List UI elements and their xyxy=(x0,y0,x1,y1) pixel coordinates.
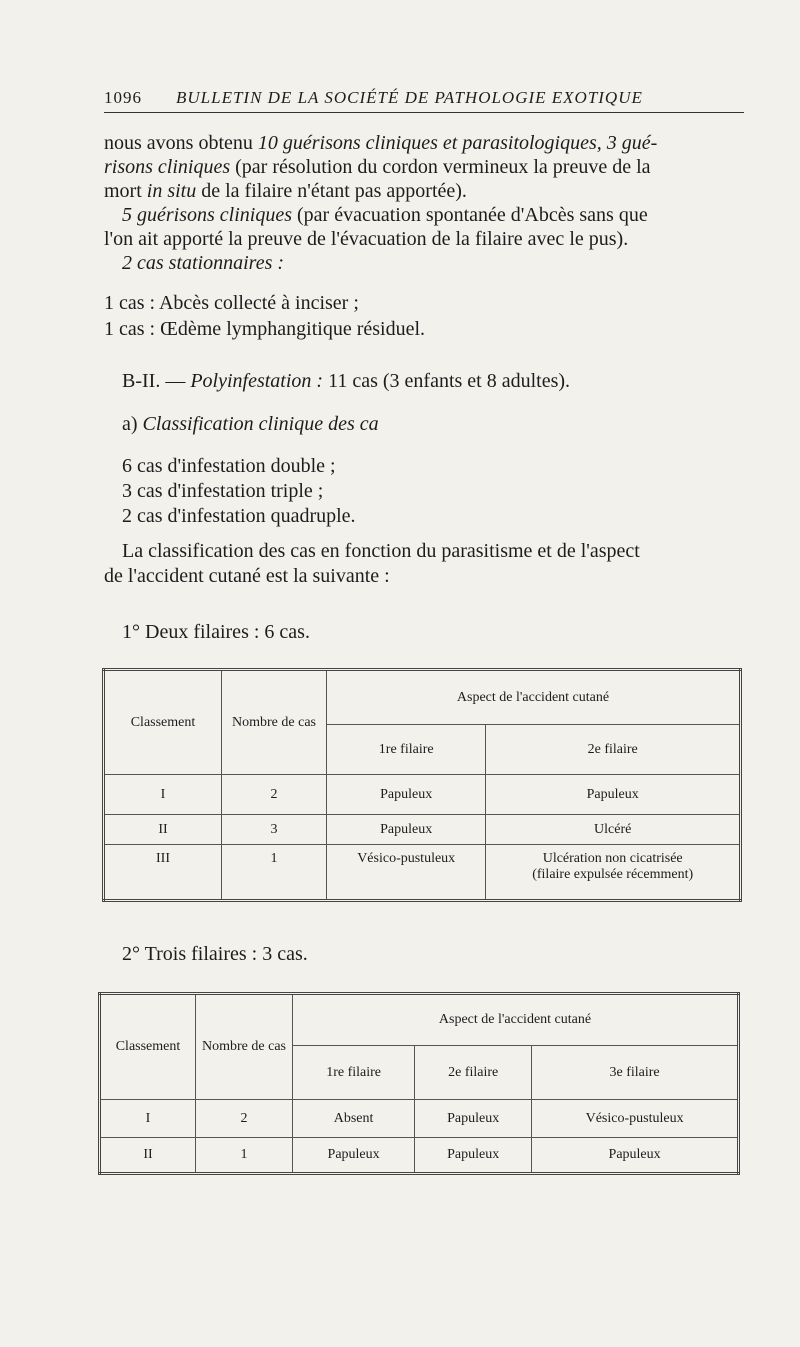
cell: Papuleux xyxy=(327,815,486,845)
text: B-II. — xyxy=(122,370,191,392)
list-item: 3 cas d'infestation triple ; xyxy=(122,480,324,502)
case-line: 1 cas : Œdème lymphangitique résiduel. xyxy=(104,318,426,340)
paragraph-line: La classification des cas en fonction du parasitisme et de l'aspect xyxy=(122,540,640,562)
journal-title: BULLETIN DE LA SOCIÉTÉ DE PATHOLOGIE EXOTIQUE xyxy=(176,88,643,107)
cell: 2 xyxy=(222,775,327,815)
cell: Papuleux xyxy=(327,775,486,815)
running-header xyxy=(104,88,744,113)
table1-caption: 1° Deux filaires : 6 cas. xyxy=(122,621,310,643)
header-classement: Classement xyxy=(104,670,222,775)
header-filaire-2: 2e filaire xyxy=(486,725,741,775)
table-trois-filaires xyxy=(98,992,740,1175)
intro-paragraph xyxy=(104,131,752,275)
cell: 1 xyxy=(196,1138,293,1174)
cell: Papuleux xyxy=(486,775,741,815)
cell: III xyxy=(104,845,222,901)
header-aspect: Aspect de l'accident cutané xyxy=(327,670,741,725)
text: 11 cas (3 enfants et 8 adultes). xyxy=(323,370,571,392)
text-italic: in situ xyxy=(146,180,197,202)
cell: Papuleux xyxy=(415,1100,532,1138)
cell: I xyxy=(104,775,222,815)
case-line: 1 cas : Abcès collecté à inciser ; xyxy=(104,292,359,314)
table-row xyxy=(104,845,741,901)
text: de la filaire n'étant pas apportée). xyxy=(196,180,467,202)
cell: Absent xyxy=(293,1100,415,1138)
cell: Vésico-pustuleux xyxy=(327,845,486,901)
header-nombre: Nombre de cas xyxy=(222,670,327,775)
header-aspect: Aspect de l'accident cutané xyxy=(293,994,739,1046)
text-italic: risons cliniques xyxy=(104,156,231,178)
text: mort xyxy=(104,180,147,202)
header-nombre: Nombre de cas xyxy=(196,994,293,1100)
cell: 1 xyxy=(222,845,327,901)
cell: Ulcéré xyxy=(486,815,741,845)
text: (par évacuation spontanée d'Abcès sans que xyxy=(292,204,648,226)
cell: II xyxy=(104,815,222,845)
cell: 3 xyxy=(222,815,327,845)
cell: Papuleux xyxy=(415,1138,532,1174)
text: l'on ait apporté la preuve de l'évacuation de la filaire avec le pus). xyxy=(104,228,629,250)
cell: I xyxy=(100,1100,196,1138)
header-filaire-1: 1re filaire xyxy=(327,725,486,775)
cell-line: Ulcération non cicatrisée xyxy=(542,851,683,866)
table-row xyxy=(104,815,741,845)
list-item: 2 cas d'infestation quadruple. xyxy=(122,505,356,527)
paragraph-line: de l'accident cutané est la suivante : xyxy=(104,565,390,587)
text: a) xyxy=(122,413,143,435)
cell: Vésico-pustuleux xyxy=(532,1100,739,1138)
header-filaire-3: 3e filaire xyxy=(532,1046,739,1100)
header-filaire-2: 2e filaire xyxy=(415,1046,532,1100)
cell: II xyxy=(100,1138,196,1174)
table2-caption: 2° Trois filaires : 3 cas. xyxy=(122,943,308,965)
text-italic: 5 guérisons cliniques xyxy=(122,204,292,226)
cell: Papuleux xyxy=(293,1138,415,1174)
text: nous avons obtenu xyxy=(104,132,258,154)
page-number: 1096 xyxy=(104,88,142,107)
cell: Papuleux xyxy=(532,1138,739,1174)
list-item: 6 cas d'infestation double ; xyxy=(122,455,336,477)
table-two-filaires xyxy=(102,668,742,902)
text-italic: 10 guérisons cliniques et parasitologiques, 3 gué- xyxy=(257,132,658,154)
table-row xyxy=(100,1138,739,1174)
cell xyxy=(486,845,741,901)
text-italic: 2 cas stationnaires : xyxy=(122,252,285,274)
header-classement: Classement xyxy=(100,994,196,1100)
text-italic: Classification clinique des ca xyxy=(142,413,379,435)
header-filaire-1: 1re filaire xyxy=(293,1046,415,1100)
cell-line: (filaire expulsée récemment) xyxy=(532,867,694,882)
subheading xyxy=(122,413,379,436)
text-italic: Polyinfestation : xyxy=(190,370,324,392)
table-row xyxy=(104,775,741,815)
table-row xyxy=(100,1100,739,1138)
section-heading xyxy=(122,370,570,393)
text: (par résolution du cordon vermineux la preuve de la xyxy=(230,156,651,178)
cell: 2 xyxy=(196,1100,293,1138)
